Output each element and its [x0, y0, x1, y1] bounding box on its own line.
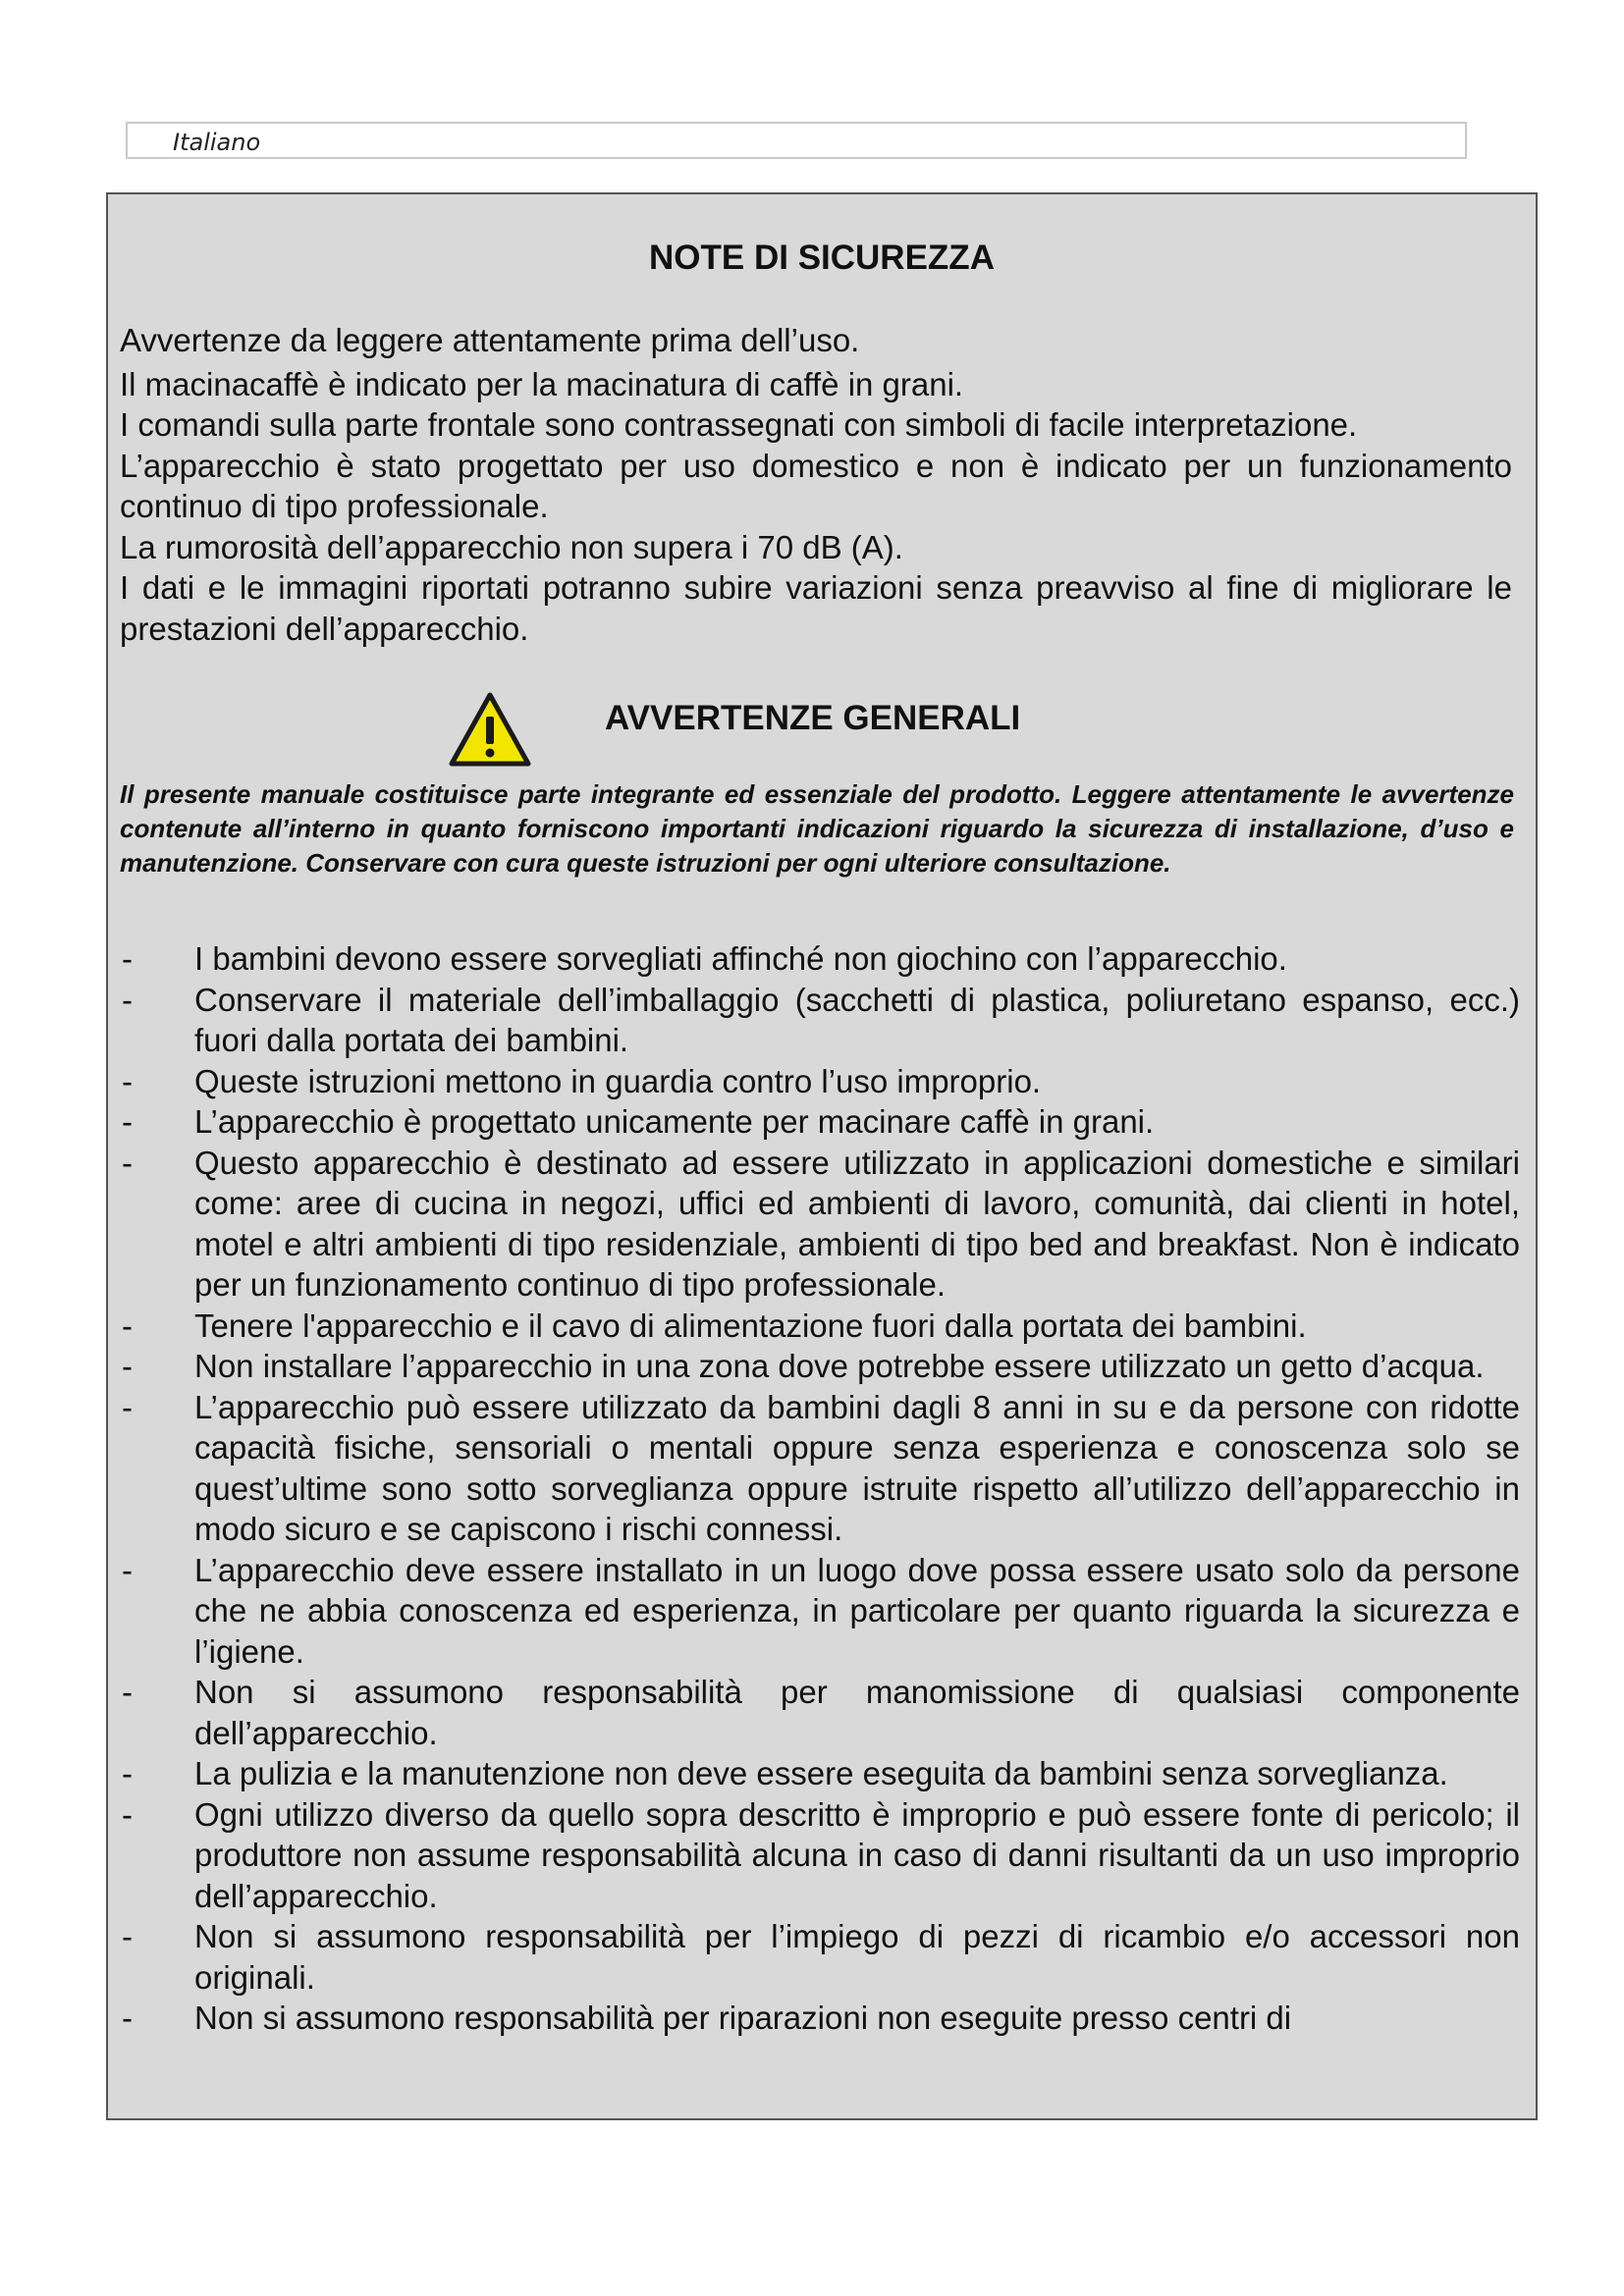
list-item: [108, 1672, 1536, 1753]
bullet-dash: -: [122, 1674, 133, 1710]
safety-notes-lead: Avvertenze da leggere attentamente prima dell’uso.: [120, 322, 860, 358]
safety-paragraph: La rumorosità dell’apparecchio non supera i 70 dB (A).: [120, 528, 903, 565]
general-warnings-title: AVVERTENZE GENERALI: [605, 699, 1021, 737]
language-label: Italiano: [173, 129, 261, 156]
safety-panel: [106, 192, 1538, 2120]
safety-notes-title: NOTE DI SICUREZZA: [649, 239, 995, 277]
list-item: [108, 1346, 1536, 1387]
bullet-dash: -: [122, 1348, 133, 1384]
list-item: [108, 1998, 1536, 2039]
bullet-dash: -: [122, 1144, 133, 1181]
bullet-dash: -: [122, 1307, 133, 1344]
safety-paragraph: I dati e le immagini riportati potranno subire variazioni senza preavviso al fine di migliorare le prestazioni dell’apparecchio.: [120, 569, 1512, 647]
list-item: [108, 1753, 1536, 1794]
list-item: [108, 1143, 1536, 1306]
warnings-list: [108, 938, 1536, 2039]
list-item-text: I bambini devono essere sorvegliati affinché non giochino con l’apparecchio.: [194, 940, 1287, 977]
list-item-text: L’apparecchio è progettato unicamente per macinare caffè in grani.: [194, 1103, 1155, 1140]
bullet-dash: -: [122, 1918, 133, 1954]
bullet-dash: -: [122, 1755, 133, 1791]
warning-triangle-icon: [448, 691, 532, 768]
list-item: [108, 938, 1536, 980]
list-item: [108, 1306, 1536, 1347]
list-item-text: Questo apparecchio è destinato ad essere utilizzato in applicazioni domestiche e similari come: aree di cucina in negozi, uffici ed ambienti di lavoro, comunità, dai clienti in hotel, motel e altri ambienti di tipo residenziale, ambienti di tipo bed and breakfast. Non è indicato per un funzionamento continuo di tipo professionale.: [194, 1144, 1520, 1303]
list-item: [108, 1387, 1536, 1550]
bullet-dash: -: [122, 1551, 133, 1588]
bullet-dash: -: [122, 940, 133, 977]
list-item-text: Conservare il materiale dell’imballaggio (sacchetti di plastica, poliuretano espanso, ecc.) fuori dalla portata dei bambini.: [194, 981, 1520, 1058]
list-item: [108, 980, 1536, 1061]
list-item-text: Queste istruzioni mettono in guardia contro l’uso improprio.: [194, 1062, 1042, 1099]
list-item: [108, 1061, 1536, 1102]
bullet-dash: -: [122, 1103, 133, 1140]
safety-notes-body: [120, 320, 1512, 649]
bullet-dash: -: [122, 2000, 133, 2036]
bullet-dash: -: [122, 981, 133, 1018]
list-item-text: Non si assumono responsabilità per l’impiego di pezzi di ricambio e/o accessori non originali.: [194, 1918, 1520, 1996]
list-item-text: Ogni utilizzo diverso da quello sopra descritto è improprio e può essere fonte di pericolo; il produttore non assume responsabilità alcuna in caso di danni risultanti da un uso improprio dell’apparecchio.: [194, 1795, 1520, 1914]
general-warnings-heading: [108, 691, 1536, 770]
safety-paragraph: L’apparecchio è stato progettato per uso domestico e non è indicato per un funzionamento continuo di tipo professionale.: [120, 447, 1512, 524]
list-item-text: L’apparecchio può essere utilizzato da bambini dagli 8 anni in su e da persone con ridotte capacità fisiche, sensoriali o mentali oppure senza esperienza e conoscenza solo se quest’ultime sono sotto sorveglianza oppure istruite rispetto all’utilizzo dell’apparecchio in modo sicuro e se capiscono i rischi connessi.: [194, 1388, 1520, 1547]
list-item-text: Non si assumono responsabilità per riparazioni non eseguite presso centri di: [194, 2000, 1292, 2036]
manual-notice: Il presente manuale costituisce parte integrante ed essenziale del prodotto. Leggere attentamente le avvertenze contenute all’interno in quanto forniscono importanti indicazioni riguardo la sicurezza di installazione, d’uso e manutenzione. Conservare con cura queste istruzioni per ogni ulteriore consultazione.: [120, 779, 1514, 878]
list-item: [108, 1794, 1536, 1917]
list-item: [108, 1101, 1536, 1143]
bullet-dash: -: [122, 1795, 133, 1833]
bullet-dash: -: [122, 1388, 133, 1425]
bullet-dash: -: [122, 1062, 133, 1099]
list-item-text: Non installare l’apparecchio in una zona dove potrebbe essere utilizzato un getto d’acqua.: [194, 1348, 1485, 1384]
language-header-bar: [126, 122, 1467, 159]
list-item-text: L’apparecchio deve essere installato in un luogo dove possa essere usato solo da persone che ne abbia conoscenza ed esperienza, in particolare per quanto riguarda la sicurezza e l’igiene.: [194, 1551, 1520, 1670]
list-item-text: La pulizia e la manutenzione non deve essere eseguita da bambini senza sorveglianza.: [194, 1755, 1448, 1791]
list-item: [108, 1916, 1536, 1998]
safety-paragraph: I comandi sulla parte frontale sono contrassegnati con simboli di facile interpretazione.: [120, 406, 1358, 443]
list-item-text: Tenere l'apparecchio e il cavo di alimentazione fuori dalla portata dei bambini.: [194, 1307, 1307, 1344]
list-item-text: Non si assumono responsabilità per manomissione di qualsiasi componente dell’apparecchio.: [194, 1674, 1520, 1751]
list-item: [108, 1550, 1536, 1673]
safety-paragraph: Il macinacaffè è indicato per la macinatura di caffè in grani.: [120, 365, 964, 402]
